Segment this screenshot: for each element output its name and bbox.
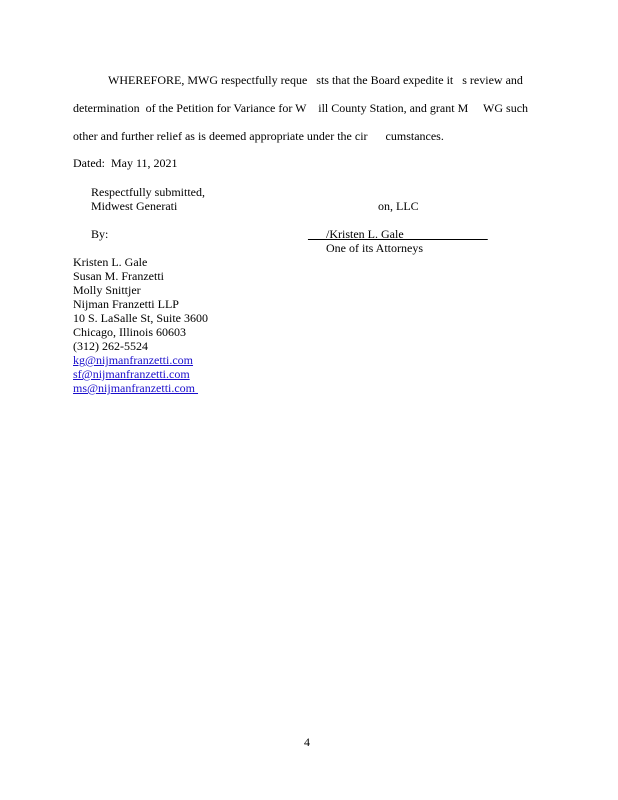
company-name-left: Midwest Generati <box>91 199 178 213</box>
respectfully-submitted: Respectfully submitted, <box>91 185 205 199</box>
dated-line: Dated: May 11, 2021 <box>73 156 178 170</box>
address-line-1: 10 S. LaSalle St, Suite 3600 <box>73 311 208 325</box>
email-link-2[interactable]: sf@nijmanfranzetti.com <box>73 367 190 381</box>
contact-name-1: Kristen L. Gale <box>73 255 148 269</box>
page-number: 4 <box>304 735 310 749</box>
body-line-2: determination of the Petition for Variance for W ill County Station, and grant M WG such <box>73 101 529 115</box>
contact-name-3: Molly Snittjer <box>73 283 141 297</box>
signature-line: ___/Kristen L. Gale______________ <box>308 227 488 241</box>
phone-number: (312) 262-5524 <box>73 339 148 353</box>
company-name-right: on, LLC <box>378 199 419 213</box>
firm-name: Nijman Franzetti LLP <box>73 297 179 311</box>
body-line-1: WHEREFORE, MWG respectfully reque sts that the Board expedite it s review and <box>108 73 523 87</box>
body-line-3: other and further relief as is deemed appropriate under the cir cumstances. <box>73 129 444 143</box>
email-link-3[interactable]: ms@nijmanfranzetti.com <box>73 381 199 395</box>
contact-name-2: Susan M. Franzetti <box>73 269 164 283</box>
attorney-role: One of its Attorneys <box>326 241 423 255</box>
by-label: By: <box>91 227 109 241</box>
address-line-2: Chicago, Illinois 60603 <box>73 325 186 339</box>
email-link-1[interactable]: kg@nijmanfranzetti.com <box>73 353 194 367</box>
